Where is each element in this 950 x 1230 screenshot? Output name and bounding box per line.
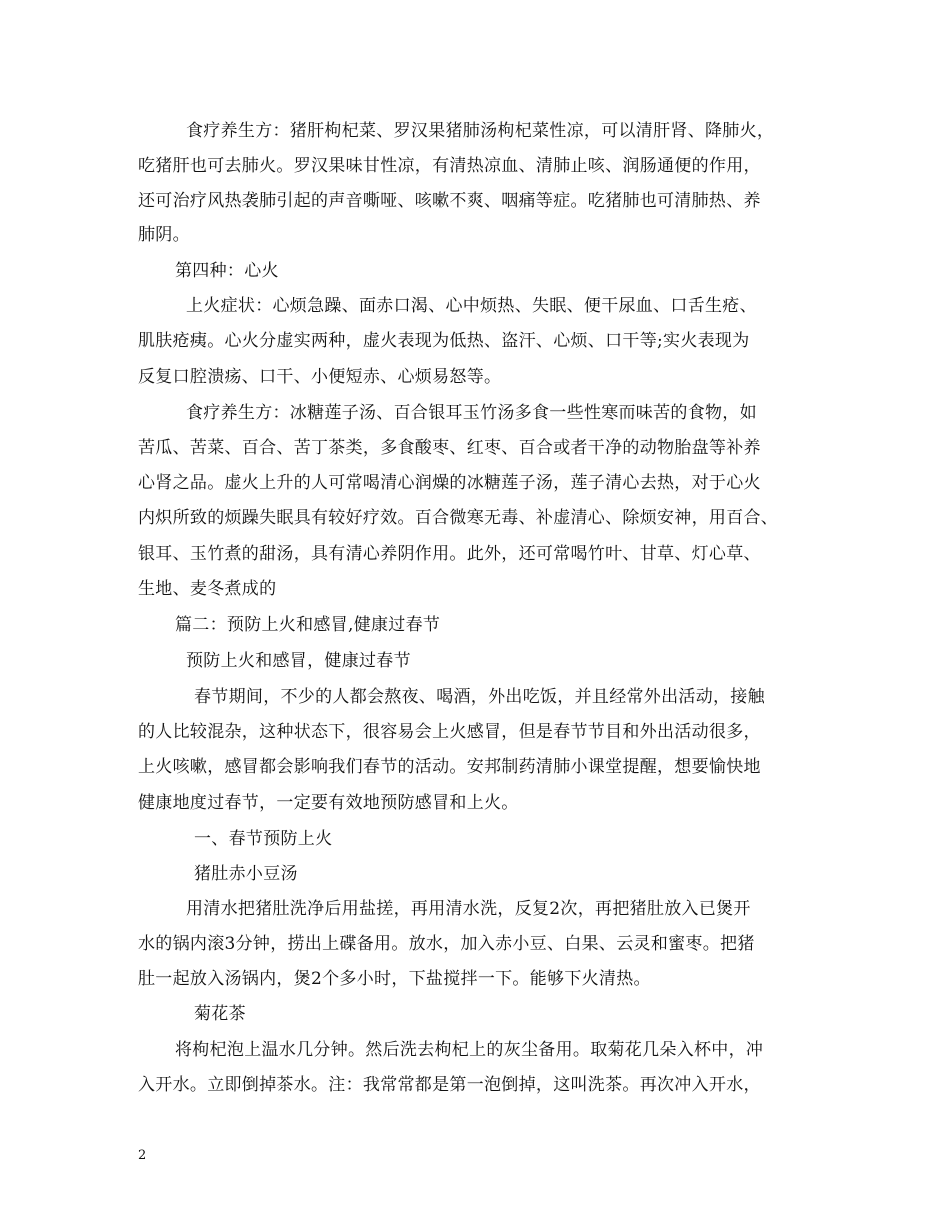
paragraph-line: 肌肤疮痍。心火分虚实两种，虚火表现为低热、盗汗、心烦、口干等;实火表现为 <box>138 331 750 351</box>
article-title: 预防上火和感冒，健康过春节 <box>186 651 411 671</box>
paragraph-line: 肺阴。 <box>138 225 190 245</box>
paragraph-line: 食疗养生方：猪肝枸杞菜、罗汉果猪肺汤枸杞菜性凉，可以清肝肾、降肺火， <box>186 121 775 141</box>
paragraph-line: 食疗养生方：冰糖莲子汤、百合银耳玉竹汤多食一些性寒而味苦的食物，如 <box>186 403 757 423</box>
paragraph-line: 水的锅内滚3分钟，捞出上碟备用。放水，加入赤小豆、白果、云灵和蜜枣。把猪 <box>138 934 755 954</box>
paragraph-line: 内炽所致的烦躁失眠具有较好疗效。百合微寒无毒、补虚清心、除烦安神，用百合、 <box>138 508 779 528</box>
recipe-title: 猪肚赤小豆汤 <box>194 864 298 884</box>
section-heading: 篇二：预防上火和感冒,健康过春节 <box>175 615 441 635</box>
paragraph-line: 反复口腔溃疡、口干、小便短赤、心烦易怒等。 <box>138 367 502 387</box>
paragraph-line: 将枸杞泡上温水几分钟。然后洗去枸杞上的灰尘备用。取菊花几朵入杯中，冲 <box>175 1040 764 1060</box>
paragraph-line: 还可治疗风热袭肺引起的声音嘶哑、咳嗽不爽、咽痛等症。吃猪肺也可清肺热、养 <box>138 191 761 211</box>
paragraph-line: 春节期间，不少的人都会熬夜、喝酒，外出吃饭，并且经常外出活动，接触 <box>194 687 765 707</box>
paragraph-line: 的人比较混杂，这种状态下，很容易会上火感冒，但是春节节目和外出活动很多， <box>138 722 761 742</box>
section-heading: 一、春节预防上火 <box>194 829 333 849</box>
section-heading: 第四种：心火 <box>175 261 279 281</box>
paragraph-line: 健康地度过春节，一定要有效地预防感冒和上火。 <box>138 793 519 813</box>
page-number: 2 <box>138 1148 147 1163</box>
paragraph-line: 上火咳嗽，感冒都会影响我们春节的活动。安邦制药清肺小课堂提醒，想要愉快地 <box>138 757 761 777</box>
paragraph-line: 上火症状：心烦急躁、面赤口渴、心中烦热、失眠、便干尿血、口舌生疮、 <box>186 296 757 316</box>
paragraph-line: 用清水把猪肚洗净后用盐搓，再用清水洗，反复2次，再把猪肚放入已煲开 <box>186 899 751 919</box>
paragraph-line: 银耳、玉竹煮的甜汤，具有清心养阴作用。此外，还可常喝竹叶、甘草、灯心草、 <box>138 544 761 564</box>
paragraph-line: 苦瓜、苦菜、百合、苦丁茶类，多食酸枣、红枣、百合或者干净的动物胎盘等补养 <box>138 438 761 458</box>
paragraph-line: 心肾之品。虚火上升的人可常喝清心润燥的冰糖莲子汤，莲子清心去热，对于心火 <box>138 473 761 493</box>
paragraph-line: 入开水。立即倒掉茶水。注：我常常都是第一泡倒掉，这叫洗茶。再次冲入开水， <box>138 1075 761 1095</box>
recipe-title: 菊花茶 <box>194 1004 246 1024</box>
paragraph-line: 生地、麦冬煮成的 <box>138 579 277 599</box>
paragraph-line: 肚一起放入汤锅内，煲2个多小时，下盐搅拌一下。能够下火清热。 <box>138 969 651 989</box>
paragraph-line: 吃猪肝也可去肺火。罗汉果味甘性凉，有清热凉血、清肺止咳、润肠通便的作用， <box>138 156 761 176</box>
